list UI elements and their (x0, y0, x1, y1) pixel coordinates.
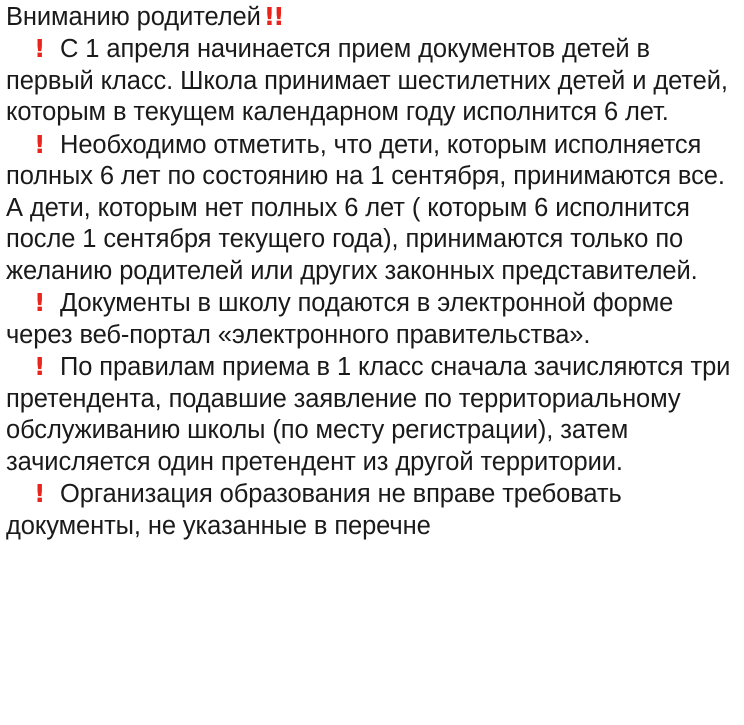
paragraph-1 (6, 33, 734, 129)
announcement-title-row (6, 0, 734, 33)
exclamation-icon: ! (34, 479, 46, 508)
exclamation-icon: ! (34, 129, 46, 159)
paragraph-3 (6, 287, 734, 351)
paragraph-5 (6, 478, 734, 542)
paragraph-2 (6, 129, 734, 288)
exclamation-icon: ! (34, 288, 46, 317)
paragraph-text: С 1 апреля начинается прием документов детей в первый класс. Школа принимает шестилетних детей и детей, которым в текущем календарном году исполнится 6 лет. (6, 35, 728, 126)
double-exclamation-icon: !! (263, 2, 283, 31)
announcement-title: Вниманию родителей (6, 3, 261, 31)
exclamation-icon: ! (34, 34, 46, 63)
exclamation-icon: ! (34, 352, 46, 381)
paragraph-text: Необходимо отметить, что дети, которым исполняется полных 6 лет по состоянию на 1 сентября, принимаются все. А дети, которым нет полных 6 лет ( которым 6 исполнится после 1 сентября текущего года), принимаются только по желанию родителей или других законных представителей. (6, 130, 725, 285)
paragraph-text: Организация образования не вправе требовать документы, не указанные в перечне (6, 480, 622, 540)
paragraph-text: По правилам приема в 1 класс сначала зачисляются три претендента, подавшие заявление по территориальному обслуживанию школы (по месту регистрации), затем зачисляется один претендент из другой территории. (6, 353, 731, 476)
paragraph-text: Документы в школу подаются в электронной форме через веб-портал «электронного правительства». (6, 289, 674, 349)
paragraph-4 (6, 351, 734, 478)
